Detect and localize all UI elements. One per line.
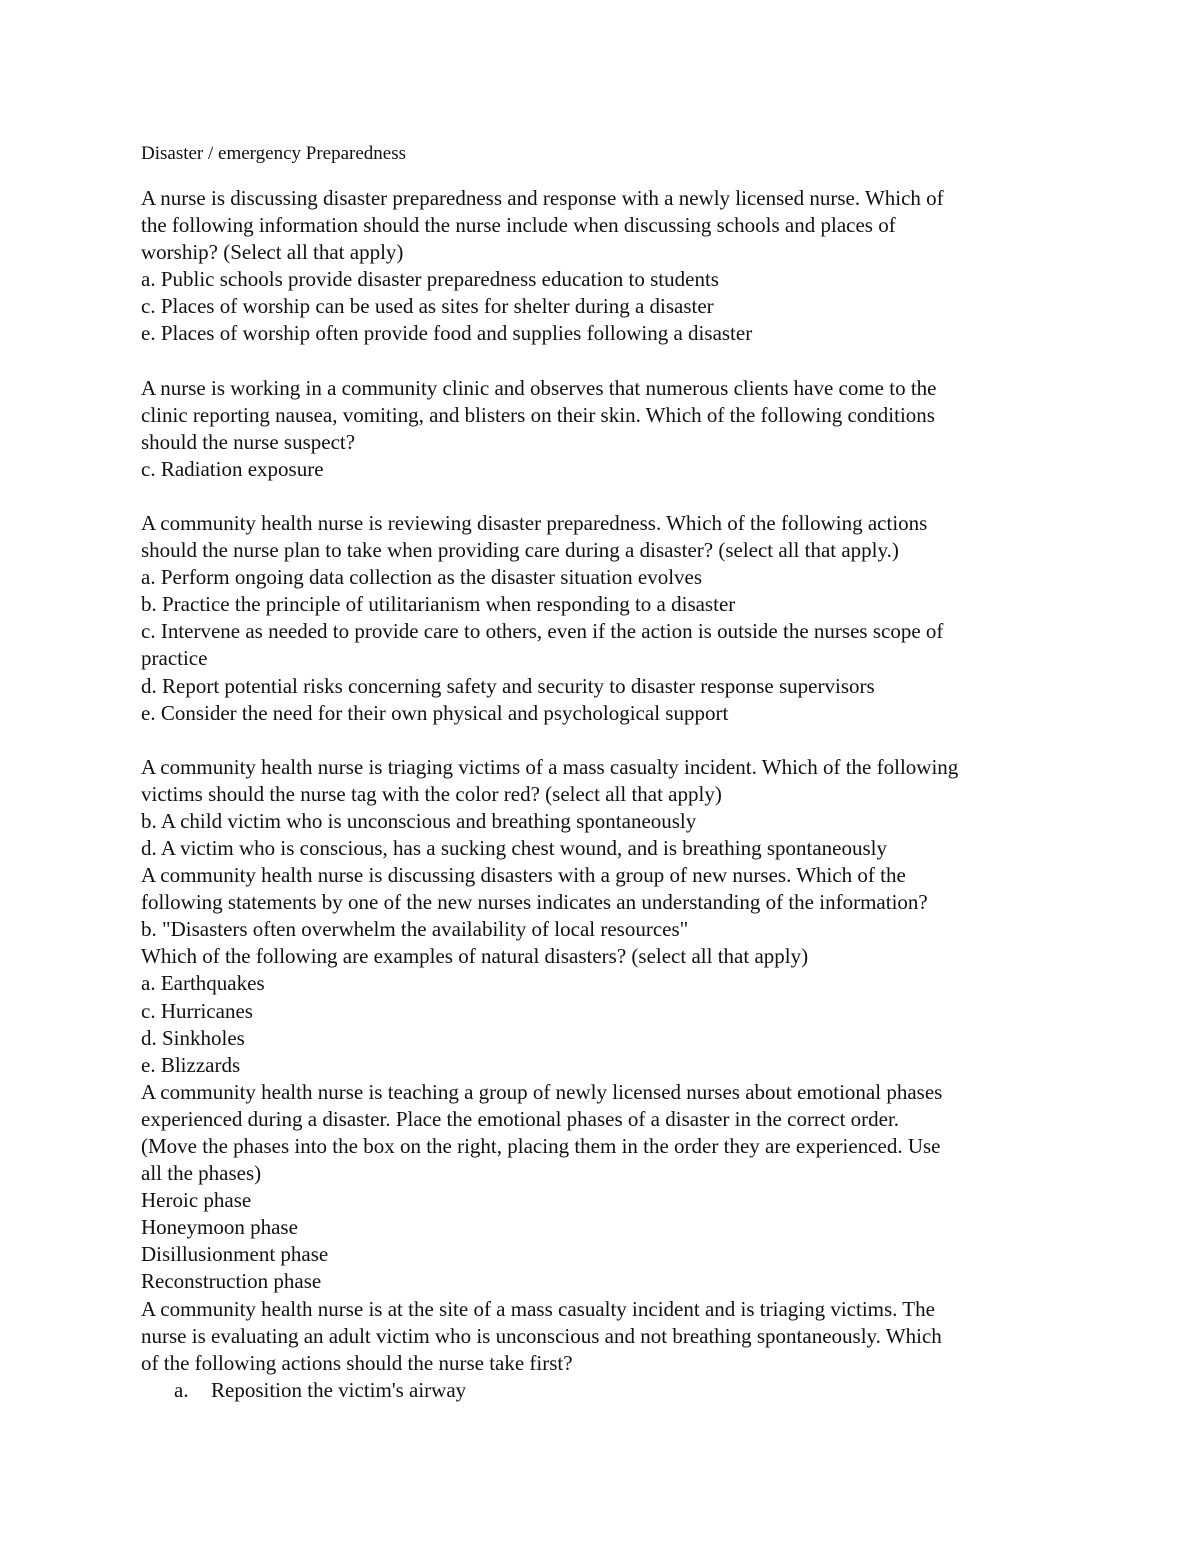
answer-line: c. Radiation exposure (141, 456, 324, 481)
text-line: victims should the nurse tag with the color red? (select all that apply) (141, 781, 722, 806)
text-line: clinic reporting nausea, vomiting, and blisters on their skin. Which of the following conditions (141, 402, 935, 427)
answer-line: a. Earthquakes (141, 971, 265, 996)
text-line: A community health nurse is at the site of a mass casualty incident and is triaging victims. The (141, 1296, 935, 1321)
answer-line: e. Blizzards (141, 1052, 241, 1077)
text-line: following statements by one of the new nurses indicates an understanding of the information? (141, 890, 928, 915)
text-line: A community health nurse is teaching a group of newly licensed nurses about emotional phases (141, 1079, 943, 1104)
answer-line: b. A child victim who is unconscious and breathing spontaneously (141, 808, 697, 833)
document-page (141, 140, 1071, 1404)
answer-line: a. Perform ongoing data collection as the disaster situation evolves (141, 565, 703, 590)
answer-line: d. Sinkholes (141, 1025, 245, 1050)
answer-line: e. Consider the need for their own physical and psychological support (141, 700, 729, 725)
text-line: of the following actions should the nurse take first? (141, 1350, 573, 1375)
answer-line: c. Places of worship can be used as sites for shelter during a disaster (141, 294, 714, 319)
answer-line: Heroic phase (141, 1188, 252, 1213)
answer-line: b. Practice the principle of utilitarianism when responding to a disaster (141, 592, 736, 617)
text-line: A community health nurse is discussing disasters with a group of new nurses. Which of the (141, 863, 906, 888)
answer-line: b. "Disasters often overwhelm the availability of local resources" (141, 917, 689, 942)
text-line: all the phases) (141, 1161, 262, 1186)
answer-line: a. Public schools provide disaster preparedness education to students (141, 267, 719, 292)
document-title: Disaster / emergency Preparedness (141, 143, 407, 164)
text-line: (Move the phases into the box on the right, placing them in the order they are experienced. Use (141, 1134, 941, 1158)
text-line: should the nurse plan to take when providing care during a disaster? (select all that apply.) (141, 538, 899, 563)
question-block-1 (141, 185, 1071, 348)
text-line: worship? (Select all that apply) (141, 240, 404, 265)
question-block-4 (141, 754, 1071, 1404)
answer-line: Honeymoon phase (141, 1215, 298, 1240)
text-line: experienced during a disaster. Place the emotional phases of a disaster in the correct order. (141, 1106, 900, 1131)
text-line: A community health nurse is triaging victims of a mass casualty incident. Which of the following (141, 754, 959, 779)
answer-line: d. A victim who is conscious, has a sucking chest wound, and is breathing spontaneously (141, 835, 887, 860)
list-item-letter: a. (174, 1377, 189, 1402)
text-line: A community health nurse is reviewing disaster preparedness. Which of the following actions (141, 510, 928, 535)
text-line: should the nurse suspect? (141, 429, 356, 454)
text-line: the following information should the nurse include when discussing schools and places of (141, 213, 896, 238)
answer-line: Reconstruction phase (141, 1269, 322, 1294)
question-block-2 (141, 375, 1071, 483)
answer-line: practice (141, 646, 208, 671)
answer-line: d. Report potential risks concerning safety and security to disaster response supervisors (141, 673, 875, 698)
text-line: Which of the following are examples of natural disasters? (select all that apply) (141, 944, 809, 969)
paragraph-gap (141, 483, 1071, 510)
list-item-text: Reposition the victim's airway (211, 1377, 467, 1402)
text-line: A nurse is working in a community clinic and observes that numerous clients have come to the (141, 375, 937, 400)
answer-line: c. Hurricanes (141, 998, 253, 1023)
question-block-3 (141, 510, 1071, 727)
answer-line: e. Places of worship often provide food and supplies following a disaster (141, 321, 753, 346)
list-item-indented (141, 1377, 1071, 1404)
answer-line: c. Intervene as needed to provide care to others, even if the action is outside the nurses scope of (141, 619, 944, 644)
text-line: nurse is evaluating an adult victim who is unconscious and not breathing spontaneously. Which (141, 1323, 942, 1348)
text-line: A nurse is discussing disaster preparedness and response with a newly licensed nurse. Which of (141, 186, 944, 210)
paragraph-gap (141, 727, 1071, 754)
paragraph-gap (141, 348, 1071, 375)
answer-line: Disillusionment phase (141, 1242, 329, 1267)
